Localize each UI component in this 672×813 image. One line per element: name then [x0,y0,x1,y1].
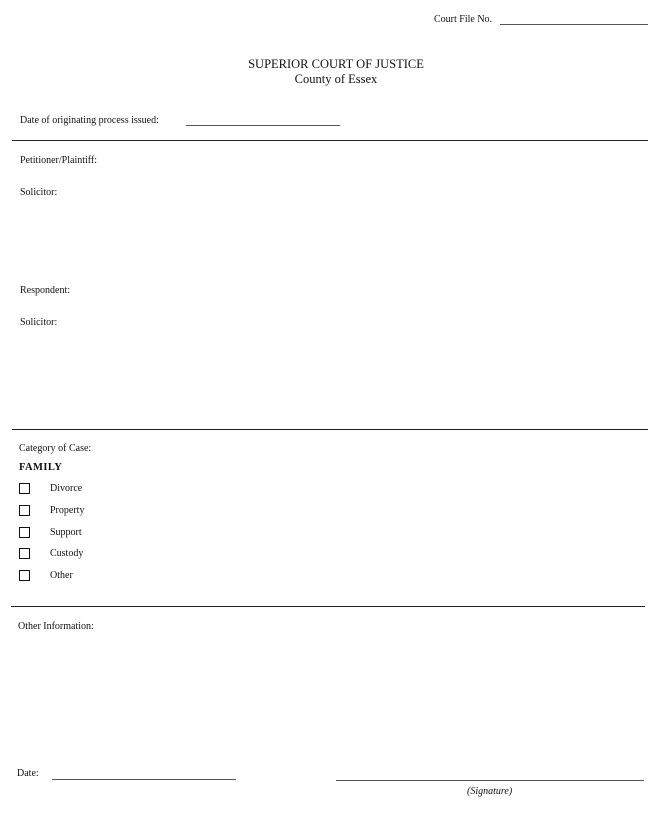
petitioner-label: Petitioner/Plaintiff: [20,155,98,166]
divorce-option-label: Divorce [50,483,83,494]
custody-option-label: Custody [50,548,84,559]
signature-label: (Signature) [467,786,513,797]
footer-date-label: Date: [17,768,39,779]
respondent-solicitor-label: Solicitor: [20,317,58,328]
divorce-checkbox[interactable] [19,483,30,494]
origin-date-field[interactable] [186,125,340,126]
petitioner-solicitor-label: Solicitor: [20,187,58,198]
respondent-label: Respondent: [20,285,70,296]
signature-line[interactable] [336,780,644,781]
other-checkbox[interactable] [19,570,30,581]
section-divider [11,606,645,607]
family-heading: FAMILY [19,462,63,473]
court-name: SUPERIOR COURT OF JUSTICE [248,57,424,71]
support-option-label: Support [50,527,82,538]
other-information-label: Other Information: [18,621,94,632]
category-label: Category of Case: [19,443,92,454]
court-file-label: Court File No. [434,14,493,25]
section-divider [12,429,648,430]
support-checkbox[interactable] [19,527,30,538]
origin-date-label: Date of originating process issued: [20,115,159,126]
footer-date-field[interactable] [52,779,236,780]
property-option-label: Property [50,505,85,516]
other-option-label: Other [50,570,73,581]
court-county: County of Essex [294,72,378,86]
custody-checkbox[interactable] [19,548,30,559]
property-checkbox[interactable] [19,505,30,516]
court-file-number-field[interactable] [500,24,648,25]
section-divider [12,140,648,141]
